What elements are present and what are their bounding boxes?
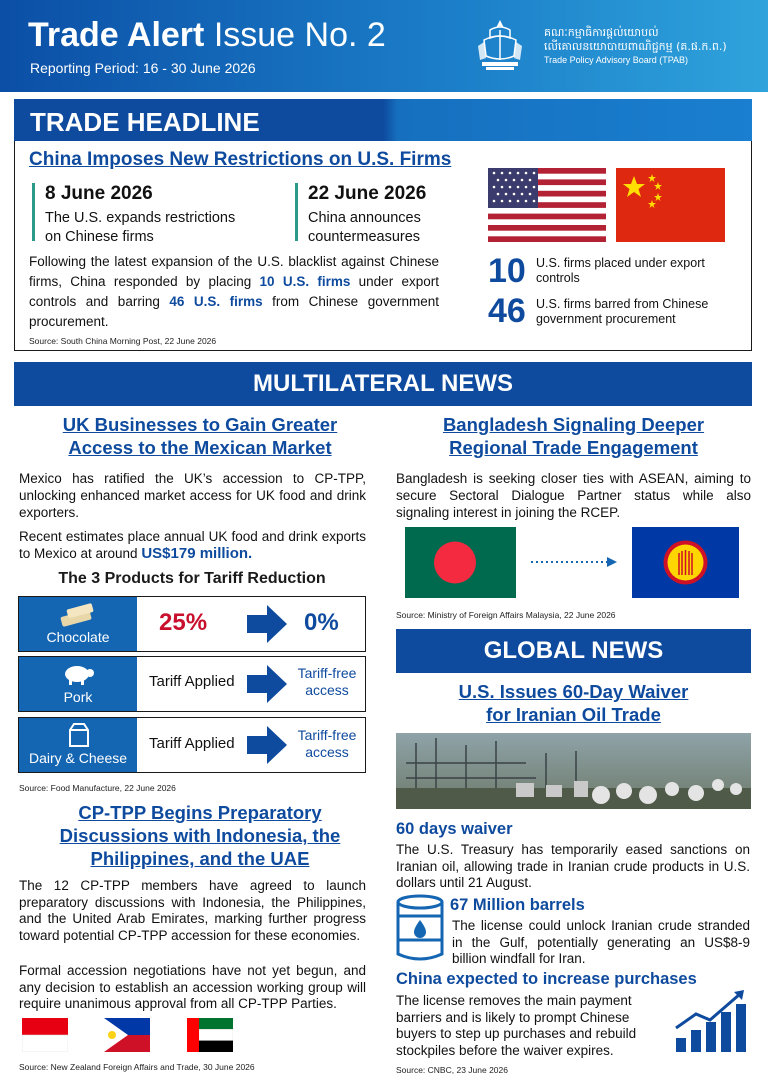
trade-headline-paragraph: Following the latest expansion of the U.S. blacklist against Chinese firms, China responded by placing 10 U.S. firms under export controls and barring 46 U.S. firms from Chinese government procurement. xyxy=(29,254,439,329)
product-row-chocolate xyxy=(18,596,366,652)
board-name-english: Trade Policy Advisory Board (TPAB) xyxy=(544,55,689,65)
oil-refinery-image xyxy=(396,733,751,809)
iran-paragraph-3: The license removes the main payment barriers and is likely to prompt Chinese buyers to step up purchases and rebuild stockpiles before the waiver expires. xyxy=(396,993,637,1058)
iran-article-title: U.S. Issues 60-Day Waiver for Iranian Oil Trade xyxy=(458,681,689,725)
reporting-period: Reporting Period: 16 - 30 June 2026 xyxy=(30,60,256,76)
arrow-right-icon xyxy=(247,726,287,764)
products-title: The 3 Products for Tariff Reduction xyxy=(58,570,326,587)
chocolate-icon xyxy=(57,603,99,627)
stat-number-10: 10 xyxy=(488,252,526,290)
product-row-pork xyxy=(18,656,366,712)
page-title: Trade Alert Issue No. 2 xyxy=(28,16,386,54)
uae-flag-icon xyxy=(187,1018,233,1052)
trade-headline-title: China Imposes New Restrictions on U.S. Firms xyxy=(29,149,452,170)
philippines-flag-icon xyxy=(104,1018,150,1052)
pig-icon xyxy=(61,663,95,685)
bangladesh-flag-icon xyxy=(405,527,516,598)
cptpp-source: Source: New Zealand Foreign Affairs and Trade, 30 June 2026 xyxy=(19,1062,255,1072)
asean-flag-icon xyxy=(632,527,739,598)
cptpp-paragraph-2: Formal accession negotiations have not yet begun, and any decision to establish an accession working group will require unanimous approval from all CP-TPP Parties. xyxy=(19,963,366,1011)
bangladesh-paragraph: Bangladesh is seeking closer ties with ASEAN, aiming to secure Sectoral Dialogue Partner status while also signaling interest in joining the RCEP. xyxy=(396,471,751,520)
indonesia-flag-icon xyxy=(22,1018,68,1052)
cptpp-paragraph-1: The 12 CP-TPP members have agreed to launch preparatory discussions with Indonesia, the Philippines, and the United Arab Emirates, marking further progress toward potential CP-TPP accession for these economies. xyxy=(19,878,366,943)
us-flag-icon xyxy=(488,168,606,242)
bangladesh-article-title: Bangladesh Signaling Deeper Regional Trade Engagement xyxy=(442,414,705,458)
date-block-1: 8 June 2026 The U.S. expands restrictions on Chinese firms xyxy=(32,183,272,241)
iran-source: Source: CNBC, 23 June 2026 xyxy=(396,1065,508,1075)
date-block-2: 22 June 2026 China announces countermeasures xyxy=(295,183,455,241)
trade-headline-source: Source: South China Morning Post, 22 June 2026 xyxy=(29,336,217,346)
tariff-to-value: Tariff-free access xyxy=(297,665,357,698)
china-flag-icon xyxy=(616,168,725,242)
uk-paragraph-1: Mexico has ratified the UK’s accession to CP-TPP, unlocking enhanced market access for UK food and drink exporters. xyxy=(19,471,366,520)
arrow-right-icon xyxy=(247,605,287,643)
iran-subhead-1: 60 days waiver xyxy=(396,820,513,838)
global-news-title: GLOBAL NEWS xyxy=(483,637,664,664)
arrow-right-icon xyxy=(247,665,287,703)
rising-bar-chart-icon xyxy=(674,990,750,1054)
stat-text-46: U.S. firms barred from Chinese government procurement xyxy=(536,297,709,326)
oil-barrel-icon xyxy=(396,894,444,962)
product-label: Chocolate xyxy=(19,597,137,651)
tariff-to-value: 0% xyxy=(304,609,339,636)
stat-number-46: 46 xyxy=(488,292,526,330)
product-label: Pork xyxy=(19,657,137,711)
milk-carton-icon xyxy=(65,722,91,748)
tariff-from-value: Tariff Applied xyxy=(149,673,235,690)
uk-article-title: UK Businesses to Gain Greater Access to the Mexican Market xyxy=(62,414,338,458)
cptpp-article-title: CP-TPP Begins Preparatory Discussions with Indonesia, the Philippines, and the UAE xyxy=(59,802,341,869)
board-name-khmer: គណៈកម្មាធិការផ្តល់យោបល់ លើគោលនយោបាយពាណិជ្ជកម្ម (គ.ផ.ក.ព.) xyxy=(544,26,727,53)
tariff-to-value: Tariff-free access xyxy=(297,727,357,760)
product-label: Dairy & Cheese xyxy=(19,718,137,772)
dotted-arrow-icon xyxy=(531,556,617,568)
uk-paragraph-2: Recent estimates place annual UK food and drink exports to Mexico at around US$179 million. xyxy=(19,529,366,562)
iran-subhead-2: 67 Million barrels xyxy=(450,896,585,914)
iran-paragraph-1: The U.S. Treasury has temporarily eased sanctions on Iranian oil, allowing trade in Iranian crude products in U.S. dollars until 21 August. xyxy=(396,842,750,890)
product-row-dairy xyxy=(18,717,366,773)
iran-subhead-3: China expected to increase purchases xyxy=(396,970,697,988)
bangladesh-source: Source: Ministry of Foreign Affairs Malaysia, 22 June 2026 xyxy=(396,610,616,620)
tariff-from-value: Tariff Applied xyxy=(149,735,235,752)
trade-headline-section-title: TRADE HEADLINE xyxy=(30,107,260,137)
tariff-from-value: 25% xyxy=(159,609,208,636)
uk-source: Source: Food Manufacture, 22 June 2026 xyxy=(19,783,176,793)
iran-paragraph-2: The license could unlock Iranian crude stranded in the Gulf, potentially generating an US$8-9 billion windfall for Iran. xyxy=(452,918,750,966)
stat-text-10: U.S. firms placed under export controls xyxy=(536,256,705,285)
royal-emblem-icon xyxy=(470,16,530,74)
multilateral-news-title: MULTILATERAL NEWS xyxy=(253,370,513,397)
